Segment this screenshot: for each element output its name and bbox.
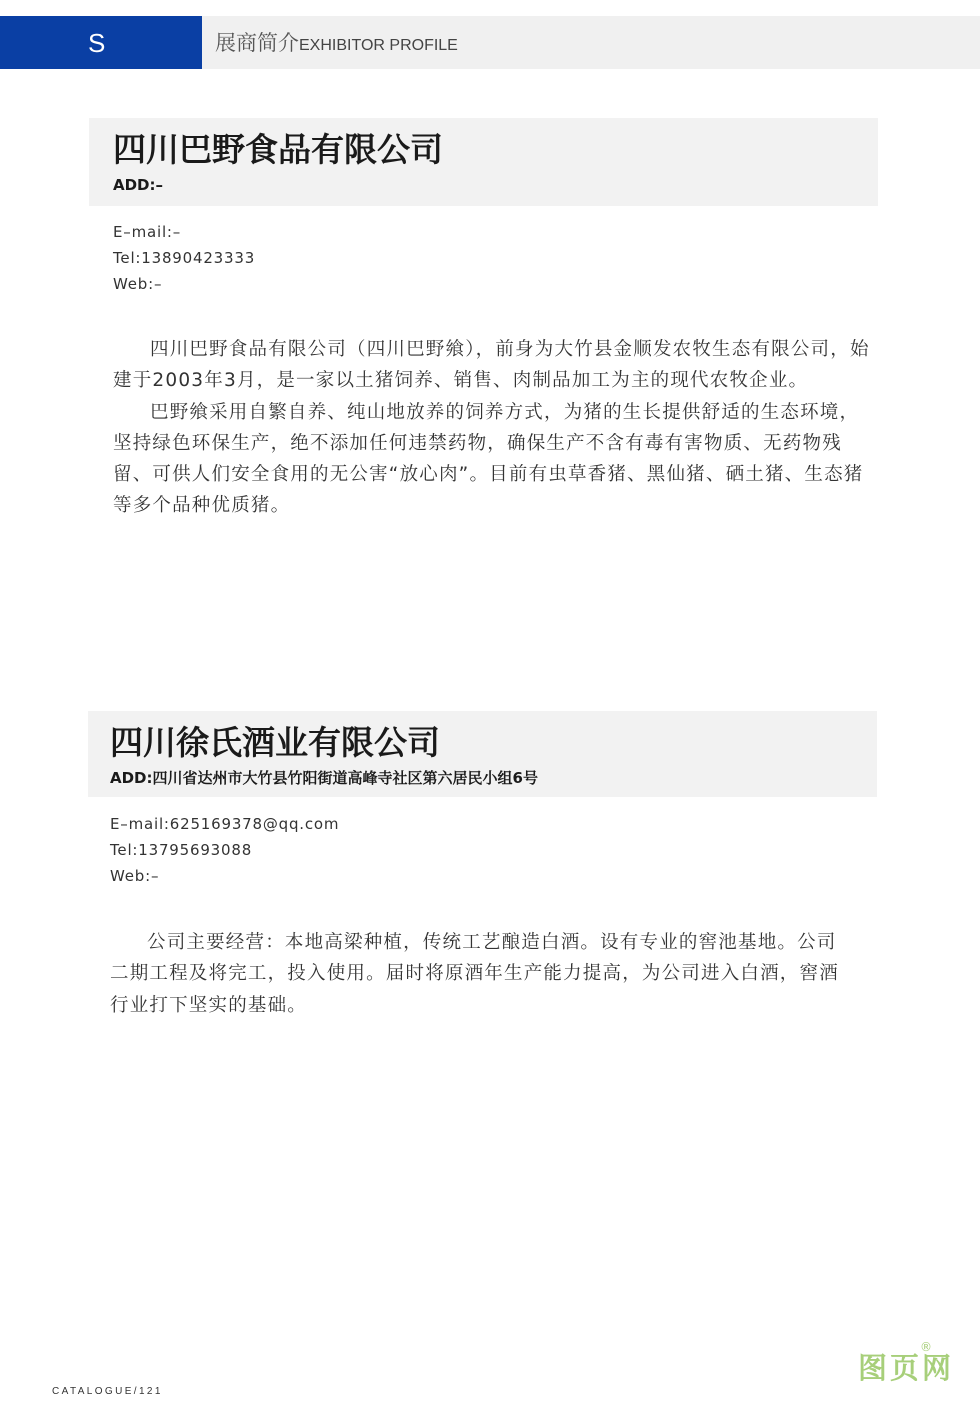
page-title [215, 33, 458, 54]
company-address: ADD:– [113, 176, 164, 194]
company-address: ADD:四川省达州市大竹县竹阳街道高峰寺社区第六居民小组6号 [110, 769, 538, 787]
section-letter: S [88, 28, 106, 58]
description-paragraph: 公司主要经营：本地高梁种植，传统工艺酿造白酒。设有专业的窖池基地。公司二期工程及将完工，投入使用。届时将原酒年生产能力提高，为公司进入白酒，窖酒行业打下坚实的基础。 [110, 932, 839, 1016]
contact-block [110, 811, 339, 889]
company-description [113, 334, 870, 522]
company-description [110, 927, 855, 1021]
contact-web: Web:– [113, 275, 163, 293]
description-paragraph: 巴野飨采用自繁自养、纯山地放养的饲养方式，为猪的生长提供舒适的生态环境，坚持绿色环保生产，绝不添加任何违禁药物，确保生产不含有毒有害物质、无药物残留、可供人们安全食用的无公害“放心肉”。目前有虫草香猪、黑仙猪、硒土猪、生态猪等多个品种优质猪。 [113, 401, 864, 517]
page-title-en: EXHIBITOR PROFILE [299, 37, 458, 54]
contact-email: E–mail:625169378@qq.com [110, 815, 340, 833]
registered-mark: ® [920, 1340, 932, 1354]
contact-tel: Tel:13890423333 [113, 249, 256, 267]
company-name: 四川徐氏酒业有限公司 [110, 723, 440, 762]
contact-block [113, 219, 255, 297]
company-name: 四川巴野食品有限公司 [113, 130, 443, 169]
description-paragraph: 四川巴野食品有限公司（四川巴野飨），前身为大竹县金顺发农牧生态有限公司，始建于2003年3月，是一家以土猪饲养、销售、肉制品加工为主的现代农牧企业。 [113, 339, 870, 392]
contact-tel: Tel:13795693088 [110, 841, 253, 859]
catalogue-page-number: CATALOGUE/121 [52, 1386, 163, 1397]
watermark-logo: 图页网 [858, 1351, 955, 1385]
contact-email: E–mail:– [113, 223, 182, 241]
page-title-zh: 展商简介 [215, 31, 299, 55]
contact-web: Web:– [110, 867, 160, 885]
